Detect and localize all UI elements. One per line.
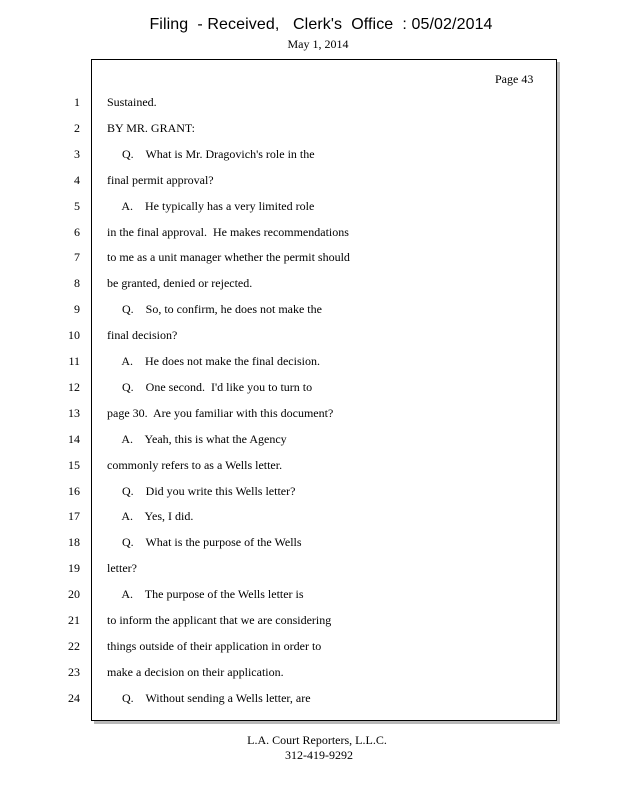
transcript-line: Q. One second. I'd like you to turn to	[107, 380, 313, 394]
line-number: 14	[68, 432, 80, 446]
transcript-line: to me as a unit manager whether the permit should	[107, 250, 350, 264]
transcript-line: A. He does not make the final decision.	[107, 354, 320, 368]
transcript-line: final decision?	[107, 328, 178, 342]
filing-stamp: Filing - Received, Clerk's Office : 05/02/2014	[149, 16, 493, 33]
line-number: 22	[68, 639, 80, 653]
line-number: 6	[74, 225, 80, 239]
line-number: 13	[68, 406, 80, 420]
transcript-line: letter?	[107, 561, 137, 575]
transcript-date: May 1, 2014	[287, 37, 349, 51]
line-number: 10	[68, 328, 80, 342]
transcript-line: Q. So, to confirm, he does not make the	[107, 302, 322, 316]
transcript-line: BY MR. GRANT:	[107, 121, 195, 135]
page-number: Page 43	[495, 72, 534, 86]
line-number: 12	[68, 380, 80, 394]
transcript-line: commonly refers to as a Wells letter.	[107, 458, 283, 472]
line-number: 23	[68, 665, 80, 679]
transcript-line: A. He typically has a very limited role	[107, 199, 315, 213]
line-number: 5	[74, 199, 80, 213]
line-number: 1	[74, 95, 80, 109]
line-number: 3	[74, 147, 80, 161]
line-number: 2	[74, 121, 80, 135]
line-number: 8	[74, 276, 80, 290]
line-number: 7	[74, 250, 80, 264]
transcript-line: Sustained.	[107, 95, 157, 109]
line-number: 4	[74, 173, 80, 187]
transcript-line: things outside of their application in order to	[107, 639, 322, 653]
court-reporter-phone: 312-419-9292	[285, 748, 353, 762]
line-number: 20	[68, 587, 80, 601]
line-number: 17	[68, 509, 80, 523]
transcript-line: Q. Without sending a Wells letter, are	[107, 691, 311, 705]
transcript-line: Q. What is the purpose of the Wells	[107, 535, 302, 549]
line-number: 21	[68, 613, 80, 627]
transcript-line: Q. Did you write this Wells letter?	[107, 484, 296, 498]
transcript-line: to inform the applicant that we are considering	[107, 613, 332, 627]
transcript-line: in the final approval. He makes recommendations	[107, 225, 349, 239]
line-number: 15	[68, 458, 80, 472]
court-reporter-name: L.A. Court Reporters, L.L.C.	[247, 733, 387, 747]
transcript-line: page 30. Are you familiar with this document?	[107, 406, 334, 420]
line-number: 19	[68, 561, 80, 575]
line-number: 16	[68, 484, 80, 498]
transcript-line: Q. What is Mr. Dragovich's role in the	[107, 147, 315, 161]
transcript-line: A. Yes, I did.	[107, 509, 194, 523]
transcript-line: A. Yeah, this is what the Agency	[107, 432, 287, 446]
line-number: 24	[68, 691, 80, 705]
line-number: 9	[74, 302, 80, 316]
line-number: 11	[68, 354, 80, 368]
transcript-line: be granted, denied or rejected.	[107, 276, 253, 290]
line-number: 18	[68, 535, 80, 549]
transcript-line: make a decision on their application.	[107, 665, 284, 679]
transcript-line: final permit approval?	[107, 173, 214, 187]
transcript-line: A. The purpose of the Wells letter is	[107, 587, 304, 601]
